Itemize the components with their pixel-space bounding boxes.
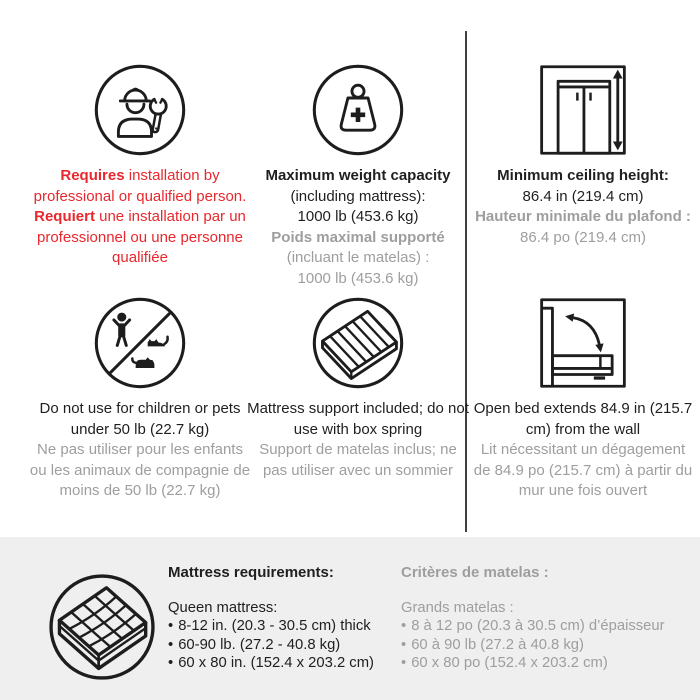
mattress-requirements-subtitle-en: Queen mattress: [168, 600, 278, 616]
open-bed-text [472, 399, 694, 502]
mattress-requirements-list-en [168, 617, 400, 672]
mattress-requirements-title-en: Mattress requirements: [168, 564, 334, 581]
list-item: • 60 à 90 lb (27.2 à 40.8 kg) [401, 636, 697, 654]
list-item: • 8 à 12 po (20.3 à 30.5 cm) d’épaisseur [401, 617, 697, 635]
list-item: • 60 x 80 in. (152.4 x 203.2 cm) [168, 654, 400, 672]
mattress-icon [46, 570, 158, 684]
mattress-support-text-en: Mattress support included; do not use with box spring [247, 400, 469, 438]
mattress-requirements-en [168, 564, 400, 672]
mattress-requirements-list-fr [401, 617, 697, 672]
weight-text-fr-bold: Poids maximal supporté [271, 228, 445, 246]
card-no-children-pets [30, 295, 250, 502]
ceiling-text-en-bold: Minimum ceiling height: [497, 167, 669, 184]
installation-text-en: installation by professional or qualified person. [33, 167, 247, 205]
installation-text-en-bold: Requires [60, 167, 125, 184]
weight-icon [310, 62, 406, 158]
installation-text-fr-bold: Requiert [34, 208, 95, 225]
installer-icon [92, 62, 188, 158]
weight-text-en-bold: Maximum weight capacity [265, 167, 451, 184]
open-bed-icon [536, 295, 630, 391]
mattress-support-text [247, 399, 469, 481]
list-item: • 60 x 80 po (152.4 x 203.2 cm) [401, 654, 697, 672]
card-installation [30, 0, 250, 295]
list-item: • 60-90 lb. (27.2 - 40.8 kg) [168, 636, 400, 654]
mattress-support-icon [310, 295, 406, 391]
no-children-text-fr: Ne pas utiliser pour les enfants ou les animaux de compagnie de moins de 50 lb (22.7 kg) [29, 441, 251, 499]
mattress-support-text-fr: Support de matelas inclus; ne pas utiliser avec un sommier [259, 441, 457, 479]
ceiling-text-en-line1: 86.4 in (219.4 cm) [522, 187, 644, 205]
card-weight-capacity [250, 0, 466, 295]
open-bed-text-fr: Lit nécessitant un dégagement de 84.9 po (215.7 cm) à partir du mur une fois ouvert [473, 441, 693, 499]
card-ceiling-height [466, 0, 700, 295]
ceiling-height-icon [536, 62, 630, 158]
ceiling-text-fr-line1: 86.4 po (219.4 cm) [520, 228, 646, 246]
weight-text-en-line1: (including mattress): [290, 187, 426, 205]
no-children-pets-icon [92, 295, 188, 391]
mattress-requirements-title-fr: Critères de matelas : [401, 564, 549, 581]
card-open-bed [466, 295, 700, 502]
installation-text-fr: une installation par un professionnel ou une personne qualifiée [37, 208, 246, 266]
open-bed-text-en: Open bed extends 84.9 in (215.7 cm) from the wall [473, 400, 693, 438]
ceiling-text-fr-bold: Hauteur minimale du plafond : [475, 208, 691, 225]
weight-text-fr-line1: (incluant le matelas) : [286, 249, 430, 266]
mattress-requirements-subtitle-fr: Grands matelas : [401, 600, 514, 616]
list-item: • 8-12 in. (20.3 - 30.5 cm) thick [168, 617, 400, 635]
weight-text-en-line2: 1000 lb (453.6 kg) [297, 208, 419, 225]
no-children-pets-text [29, 399, 251, 502]
mattress-requirements-section [0, 537, 700, 700]
card-mattress-support [247, 295, 469, 502]
weight-capacity-text [241, 166, 475, 289]
weight-text-fr-line2: 1000 lb (453.6 kg) [297, 269, 419, 287]
spec-row-2 [30, 295, 700, 502]
spec-row-1 [30, 0, 700, 295]
mattress-requirements-fr [401, 564, 697, 672]
installation-warning-text [23, 166, 257, 269]
ceiling-height-text [466, 166, 700, 248]
no-children-text-en: Do not use for children or pets under 50 lb (22.7 kg) [39, 400, 241, 438]
